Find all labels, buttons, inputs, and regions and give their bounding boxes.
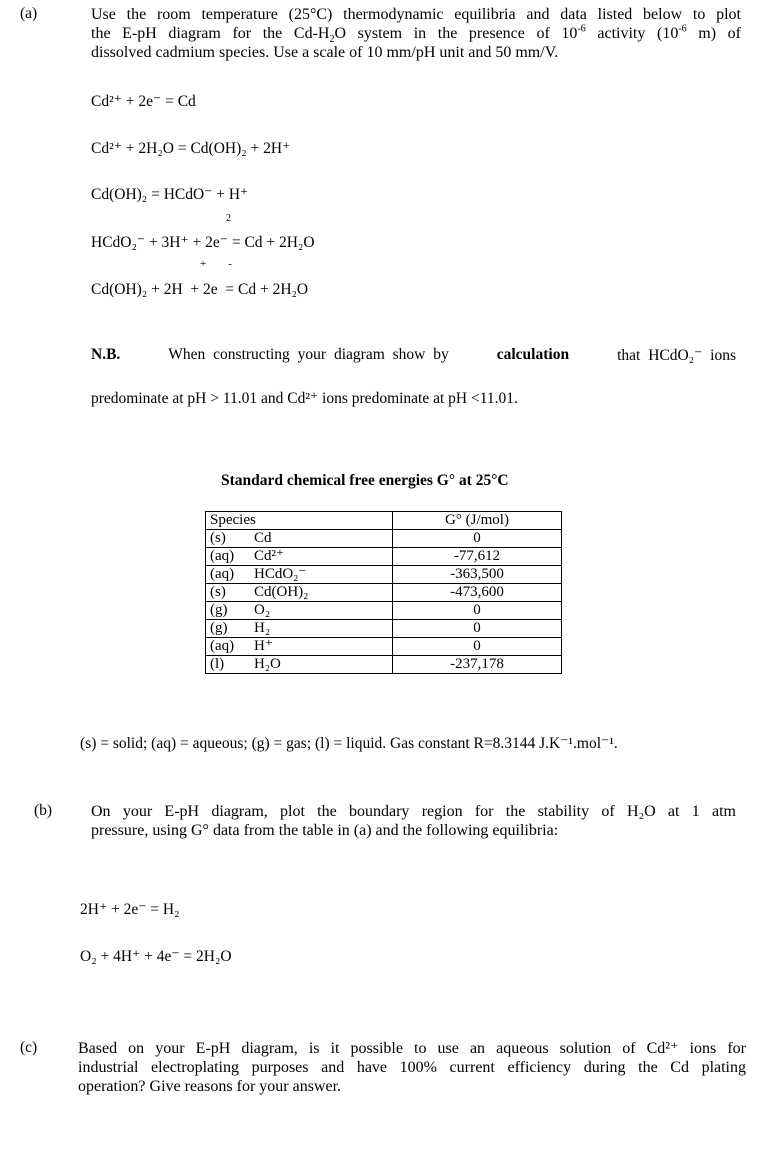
part-c-label: (c) xyxy=(20,1039,38,1056)
part-a-intro-line-2 xyxy=(91,23,742,46)
table-row xyxy=(206,602,562,620)
g-value: 0 xyxy=(393,602,562,620)
table-row xyxy=(206,530,562,548)
part-c-line-1: Based on your E-pH diagram, is it possible to use an aqueous solution of Cd²⁺ ions for xyxy=(78,1040,746,1057)
species: Cd²⁺ xyxy=(254,548,284,564)
table-row xyxy=(206,656,562,674)
part-a-intro-line-1: Use the room temperature (25°C) thermodynamic equilibria and data listed below to plot xyxy=(91,6,741,23)
species-cell xyxy=(206,638,393,656)
note-line-2: predominate at pH > 11.01 and Cd²⁺ ions predominate at pH <11.01. xyxy=(91,390,518,407)
part-c-line-2: industrial electroplating purposes and have 100% current efficiency during the Cd plating xyxy=(78,1059,746,1076)
intro-2f: -6 xyxy=(678,23,687,35)
phase: (l) xyxy=(210,656,225,672)
species: H₂O xyxy=(254,656,281,672)
part-a-intro-line-3: dissolved cadmium species. Use a scale of 10 mm/pH unit and 50 mm/V. xyxy=(91,44,559,61)
phase: (aq) xyxy=(210,566,235,582)
g-value: 0 xyxy=(393,530,562,548)
g-value: 0 xyxy=(393,638,562,656)
species-cell xyxy=(206,548,393,566)
part-b-label: (b) xyxy=(34,802,53,819)
species: Cd xyxy=(254,530,272,546)
table-row xyxy=(206,566,562,584)
part-b-text xyxy=(91,802,736,840)
table-row xyxy=(206,548,562,566)
part-c-line-3: operation? Give reasons for your answer. xyxy=(78,1078,342,1095)
intro-2g: m) of xyxy=(686,25,742,42)
species: HCdO₂⁻ xyxy=(254,566,307,582)
intro-2c: O system in the presence of 10 xyxy=(334,25,578,42)
species-cell xyxy=(206,620,393,638)
note-line-1 xyxy=(91,346,736,365)
equation-4-stray-mark: 2 xyxy=(226,213,231,224)
equation-3: Cd(OH)₂ = HCdO⁻ + H⁺ xyxy=(91,186,249,203)
species: H⁺ xyxy=(254,638,273,654)
part-a-intro xyxy=(91,5,741,62)
note-text-2: that HCdO₂⁻ ions xyxy=(617,347,736,364)
intro-2b: 2 xyxy=(329,34,335,46)
table-row xyxy=(206,584,562,602)
table-footnote: (s) = solid; (aq) = aqueous; (g) = gas; (l) = liquid. Gas constant R=8.3144 J.K⁻¹.mol⁻¹. xyxy=(80,735,618,752)
table-row xyxy=(206,638,562,656)
equation-5-stray-marks: + - xyxy=(200,258,232,270)
species-cell xyxy=(206,656,393,674)
phase: (aq) xyxy=(210,638,235,654)
species-cell xyxy=(206,566,393,584)
phase: (g) xyxy=(210,620,228,636)
species-cell xyxy=(206,530,393,548)
free-energy-table xyxy=(205,511,562,674)
note-emphasis: calculation xyxy=(496,346,570,363)
g-value: -363,500 xyxy=(393,566,562,584)
part-c-text xyxy=(78,1039,746,1096)
part-b-line-1: On your E-pH diagram, plot the boundary region for the stability of H₂O at 1 atm xyxy=(91,803,736,820)
intro-2e: activity (10 xyxy=(585,25,679,42)
part-b-equation-1: 2H⁺ + 2e⁻ = H₂ xyxy=(80,901,180,918)
phase: (s) xyxy=(210,584,226,600)
equation-1: Cd²⁺ + 2e⁻ = Cd xyxy=(91,93,196,110)
g-value: -473,600 xyxy=(393,584,562,602)
intro-2a: the E-pH diagram for the Cd-H xyxy=(91,25,330,42)
species-cell xyxy=(206,584,393,602)
g-value: -237,178 xyxy=(393,656,562,674)
table-header-row xyxy=(206,512,562,530)
part-b-line-2: pressure, using G° data from the table in (a) and the following equilibria: xyxy=(91,822,559,839)
phase: (aq) xyxy=(210,548,235,564)
species: Cd(OH)₂ xyxy=(254,584,309,600)
equation-4: HCdO₂⁻ + 3H⁺ + 2e⁻ = Cd + 2H₂O xyxy=(91,234,315,251)
g-value: -77,612 xyxy=(393,548,562,566)
equation-2: Cd²⁺ + 2H₂O = Cd(OH)₂ + 2H⁺ xyxy=(91,140,291,157)
species: O₂ xyxy=(254,602,271,618)
table-row xyxy=(206,620,562,638)
note-label: N.B. xyxy=(91,346,121,363)
table-title: Standard chemical free energies G° at 25°C xyxy=(221,472,509,489)
equation-5: Cd(OH)₂ + 2H + 2e = Cd + 2H₂O xyxy=(91,281,309,298)
part-b-equation-2: O₂ + 4H⁺ + 4e⁻ = 2H₂O xyxy=(80,948,232,965)
part-a-label: (a) xyxy=(20,5,38,22)
species-cell xyxy=(206,602,393,620)
header-g: G° (J/mol) xyxy=(393,512,562,530)
g-value: 0 xyxy=(393,620,562,638)
header-species: Species xyxy=(206,512,393,530)
note-text-1: When constructing your diagram show by xyxy=(168,346,449,363)
species: H₂ xyxy=(254,620,271,636)
phase: (g) xyxy=(210,602,228,618)
intro-2d: -6 xyxy=(577,23,586,35)
phase: (s) xyxy=(210,530,226,546)
